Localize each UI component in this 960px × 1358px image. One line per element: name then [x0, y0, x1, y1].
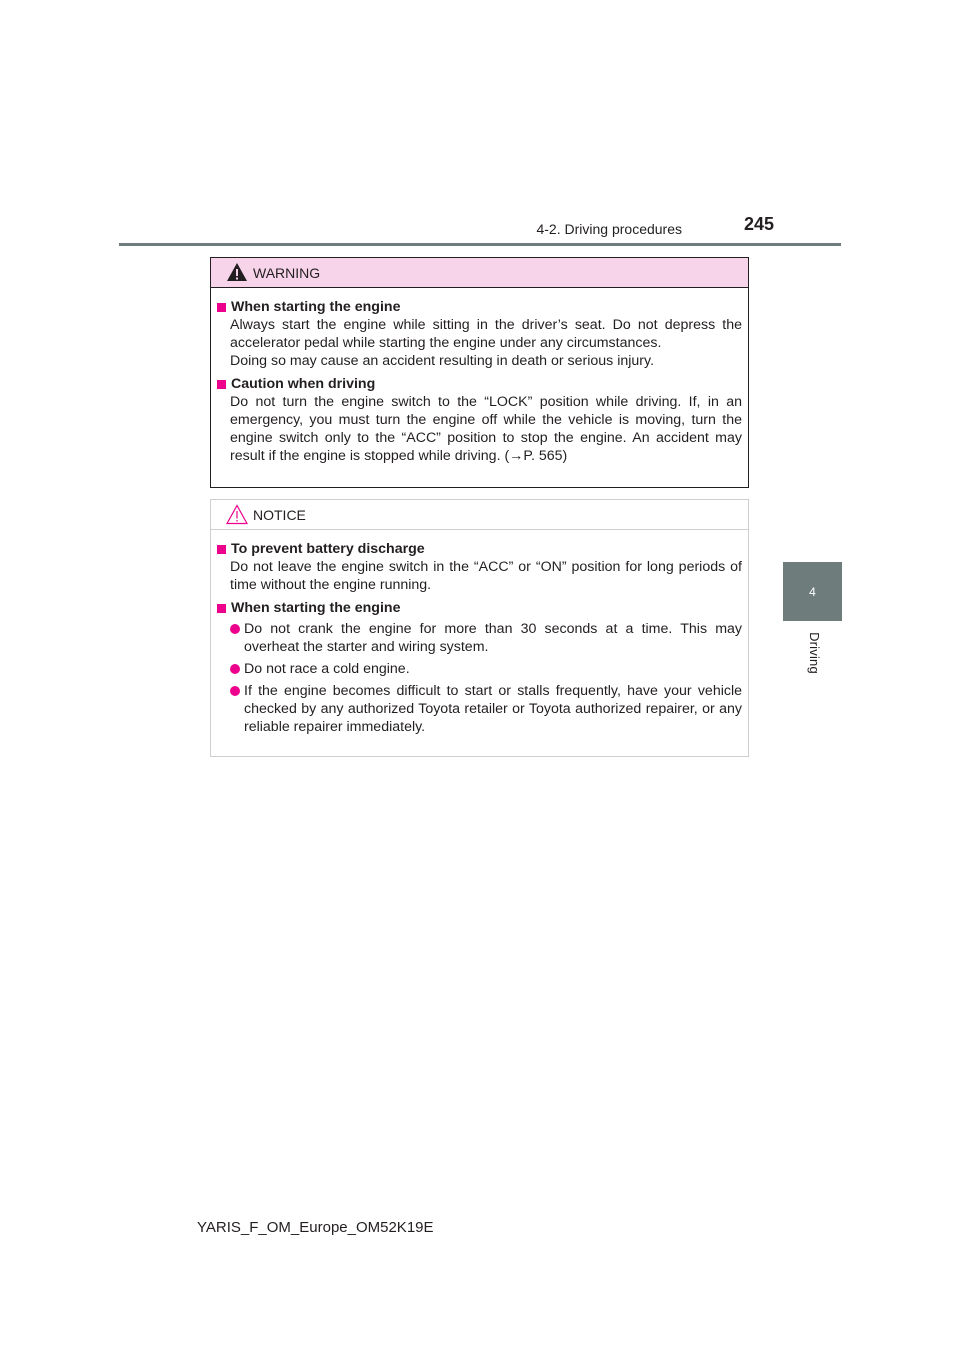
warning-section-heading-text: When starting the engine	[231, 299, 401, 315]
warning-section	[216, 375, 742, 465]
notice-section-heading	[216, 540, 742, 558]
list-item-text: Do not race a cold engine.	[244, 661, 410, 677]
warning-section-heading	[216, 375, 742, 393]
warning-triangle-icon	[226, 262, 248, 282]
warning-title: WARNING	[253, 265, 321, 281]
caution-triangle-outline-icon	[226, 504, 248, 525]
list-item	[230, 620, 742, 656]
running-header-section: 4-2. Driving procedures	[536, 221, 682, 237]
notice-content	[211, 530, 748, 736]
warning-paragraph: Always start the engine while sitting in the driver’s seat. Do not depress the accelerator pedal while starting the engine under any circumstances.	[230, 317, 742, 351]
chapter-tab-number: 4	[809, 584, 816, 599]
notice-section	[216, 540, 742, 594]
warning-paragraph: Doing so may cause an accident resulting in death or serious injury.	[230, 353, 655, 369]
notice-section	[216, 599, 742, 736]
pink-square-icon	[217, 545, 226, 554]
pink-bullet-icon	[230, 686, 240, 696]
pink-square-icon	[217, 380, 226, 389]
warning-section-heading	[216, 298, 742, 316]
list-item-text: Do not crank the engine for more than 30 seconds at a time. This may overheat the starter and wiring system.	[244, 621, 742, 655]
warning-paragraph: Do not turn the engine switch to the “LOCK” position while driving. If, in an emergency, you must turn the engine off while the vehicle is moving, turn the engine switch only to the “ACC” position to stop the engine. An accident may result if the engine is stopped while driving. (→P. 565)	[230, 394, 742, 464]
list-item	[230, 682, 742, 736]
notice-box	[210, 499, 749, 757]
page-number: 245	[743, 214, 774, 234]
chapter-tab-label: Driving	[807, 632, 822, 674]
warning-content	[211, 288, 748, 465]
pink-square-icon	[217, 604, 226, 613]
pink-bullet-icon	[230, 664, 240, 674]
notice-section-heading-text: To prevent battery discharge	[231, 541, 425, 557]
header-rule	[119, 243, 841, 246]
warning-box	[210, 257, 749, 488]
notice-paragraph: Do not leave the engine switch in the “ACC” or “ON” position for long periods of time without the engine running.	[230, 559, 742, 593]
warning-box-header	[211, 258, 748, 288]
notice-box-header	[211, 500, 748, 530]
list-item-text: If the engine becomes difficult to start or stalls frequently, have your vehicle checked by any authorized Toyota retailer or Toyota authorized repairer, or any reliable repairer immediately.	[244, 683, 742, 735]
list-item	[230, 660, 742, 678]
notice-title: NOTICE	[253, 507, 306, 523]
notice-section-heading-text: When starting the engine	[231, 600, 401, 616]
notice-bullet-list	[230, 620, 742, 736]
pink-square-icon	[217, 303, 226, 312]
warning-section-heading-text: Caution when driving	[231, 376, 376, 392]
footer-document-code: YARIS_F_OM_Europe_OM52K19E	[197, 1219, 434, 1236]
notice-section-heading	[216, 599, 742, 617]
warning-section	[216, 298, 742, 370]
pink-bullet-icon	[230, 624, 240, 634]
